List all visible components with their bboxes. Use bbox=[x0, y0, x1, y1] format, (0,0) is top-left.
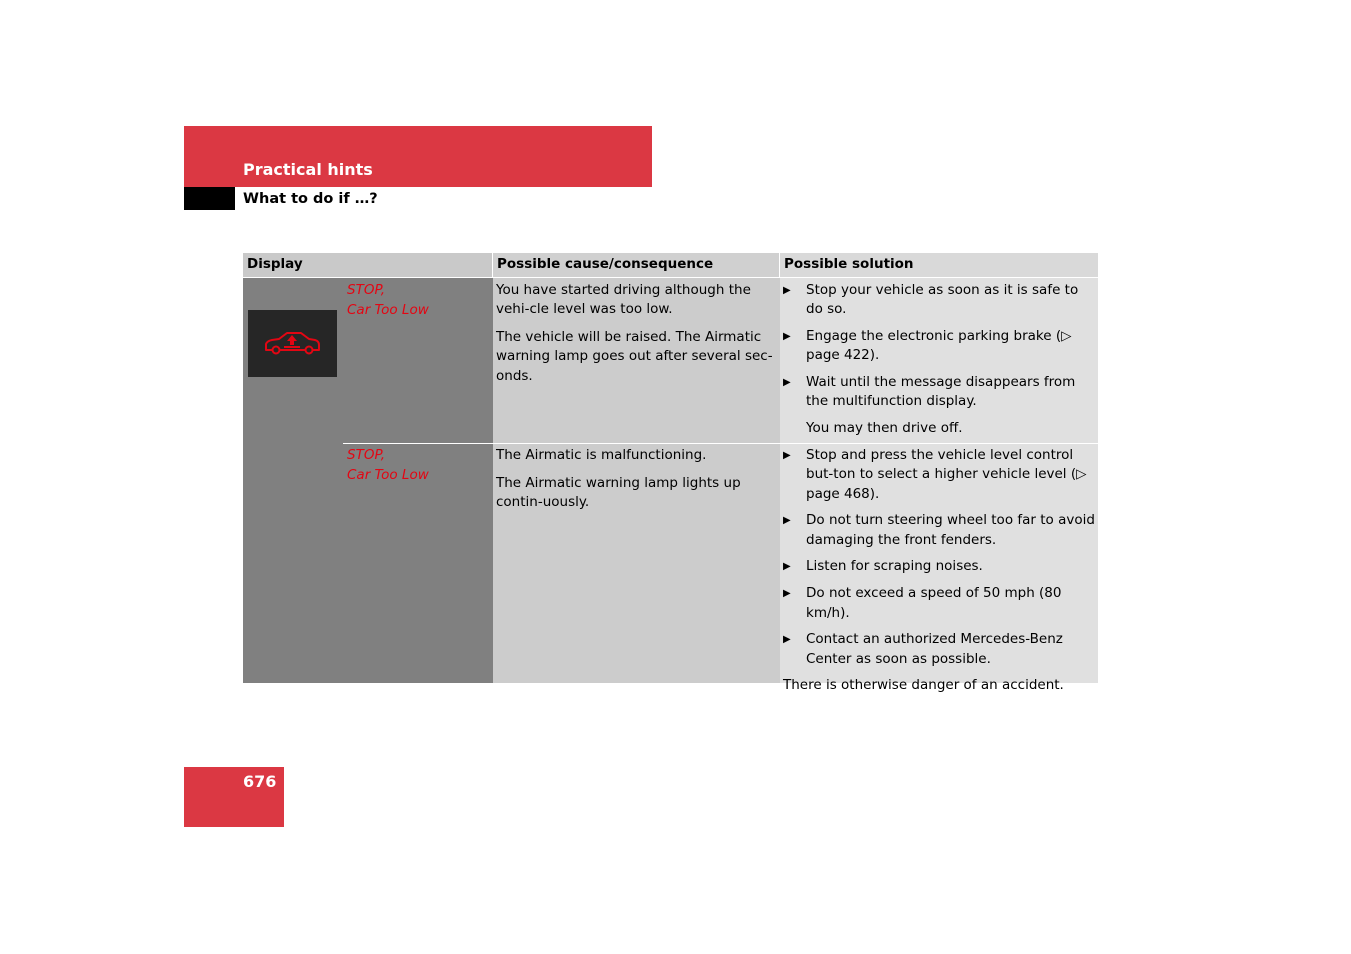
bullet-arrow-icon: ▶ bbox=[783, 331, 791, 343]
solution-step: ▶ Do not exceed a speed of 50 mph (80 km/h). bbox=[783, 585, 1062, 621]
header-display: Display bbox=[243, 253, 492, 277]
message-table bbox=[243, 253, 1098, 694]
solution-step: ▶ Engage the electronic parking brake (▷ page 422). bbox=[783, 328, 1072, 364]
message-line: STOP, bbox=[347, 447, 386, 463]
bullet-arrow-icon: ▶ bbox=[783, 588, 791, 600]
bullet-arrow-icon: ▶ bbox=[783, 561, 791, 573]
warning-display-panel bbox=[248, 310, 337, 377]
solution-step: ▶ Do not turn steering wheel too far to avoid damaging the front fenders. bbox=[783, 512, 1095, 548]
section-title: Practical hints bbox=[243, 160, 373, 179]
display-column bbox=[243, 278, 493, 683]
section-tab-marker bbox=[184, 187, 235, 210]
header-cause: Possible cause/consequence bbox=[493, 253, 779, 277]
bullet-arrow-icon: ▶ bbox=[783, 515, 791, 527]
message-line: Car Too Low bbox=[347, 466, 429, 483]
section-subtitle: What to do if …? bbox=[243, 191, 378, 207]
cause-text: The vehicle will be raised. The Airmatic warning lamp goes out after several sec-onds. bbox=[496, 329, 773, 384]
cause-row-2 bbox=[496, 446, 778, 521]
cause-text: The Airmatic is malfunctioning. bbox=[496, 447, 707, 463]
header-solution: Possible solution bbox=[780, 253, 1098, 277]
bullet-arrow-icon: ▶ bbox=[783, 450, 791, 461]
display-message-1 bbox=[347, 281, 429, 320]
cause-text: You have started driving although the vehi-cle level was too low. bbox=[496, 282, 751, 318]
bullet-arrow-icon: ▶ bbox=[783, 634, 791, 646]
message-line: STOP, bbox=[347, 282, 386, 298]
page-number: 676 bbox=[243, 772, 277, 791]
airmatic-car-level-icon bbox=[262, 329, 322, 359]
message-line: Car Too Low bbox=[347, 301, 429, 318]
cause-row-1 bbox=[496, 281, 778, 394]
cause-text: The Airmatic warning lamp lights up contin-uously. bbox=[496, 474, 741, 511]
solution-row-2 bbox=[783, 446, 1097, 696]
solution-step: ▶ Wait until the message disappears from the multifunction display. bbox=[783, 374, 1076, 410]
solution-step: ▶ Stop and press the vehicle level control but-ton to select a higher vehicle level (▷ page 468). bbox=[783, 447, 1087, 502]
solution-row-1 bbox=[783, 281, 1097, 446]
solution-note: You may then drive off. bbox=[806, 420, 963, 437]
solution-step: ▶ Contact an authorized Mercedes-Benz Center as soon as possible. bbox=[783, 631, 1063, 667]
solution-step: ▶ Listen for scraping noises. bbox=[783, 557, 1097, 576]
bullet-arrow-icon: ▶ bbox=[783, 285, 791, 296]
bullet-arrow-icon: ▶ bbox=[783, 377, 791, 389]
display-message-2 bbox=[347, 446, 429, 485]
solution-step: ▶ Stop your vehicle as soon as it is safe to do so. bbox=[783, 282, 1079, 318]
solution-footer: There is otherwise danger of an accident. bbox=[783, 677, 1064, 694]
